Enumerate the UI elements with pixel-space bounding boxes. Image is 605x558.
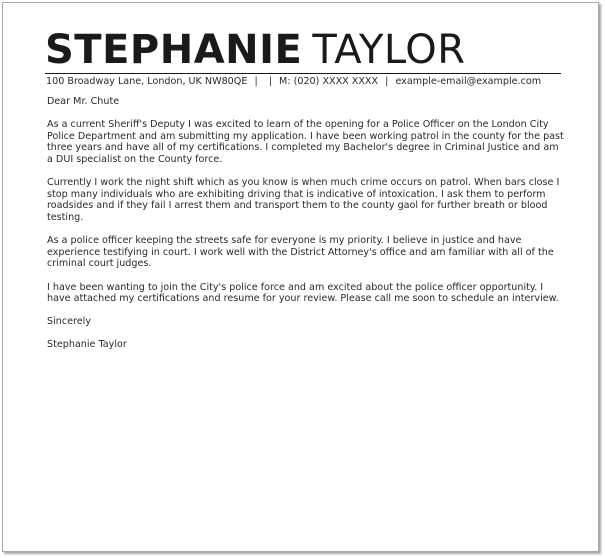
separator: | (268, 76, 272, 87)
signature: Stephanie Taylor (47, 339, 127, 351)
letter-body (47, 96, 567, 363)
first-name: STEPHANIE (45, 27, 303, 73)
separator: | (385, 76, 389, 87)
paragraph: As a police officer keeping the streets safe for everyone is my priority. I believe in justice and have experience testifying in court. I work well with the District Attorney's office and am familiar with all of the criminal court judges. (47, 235, 554, 270)
closing: Sincerely (47, 316, 91, 328)
email: example-email@example.com (395, 76, 542, 87)
contact-line (46, 75, 541, 88)
separator: | (254, 76, 258, 87)
phone: M: (020) XXXX XXXX (279, 76, 379, 87)
address: 100 Broadway Lane, London, UK NW80QE (46, 76, 248, 87)
applicant-name (45, 27, 466, 73)
letter-page (2, 2, 599, 552)
paragraph: As a current Sheriff's Deputy I was excited to learn of the opening for a Police Officer on the London City Police Department and am submitting my application. I have been working patrol in the county for the past three years and have all of my certifications. I completed my Bachelor's degree in Criminal Justice and am a DUI specialist on the County force. (47, 119, 564, 165)
paragraph: I have been wanting to join the City's police force and am excited about the police officer opportunity. I have attached my certifications and resume for your review. Please call me soon to schedule an interview. (47, 281, 559, 305)
last-name: TAYLOR (312, 27, 466, 73)
header-divider (45, 73, 561, 74)
salutation: Dear Mr. Chute (47, 96, 120, 107)
paragraph: Currently I work the night shift which as you know is when much crime occurs on patrol. When bars close I stop many individuals who are exhibiting driving that is indicative of intoxication. I ask them to perform roadsides and if they fail I arrest them and transport them to the county gaol for further breath or blood testing. (47, 177, 560, 223)
